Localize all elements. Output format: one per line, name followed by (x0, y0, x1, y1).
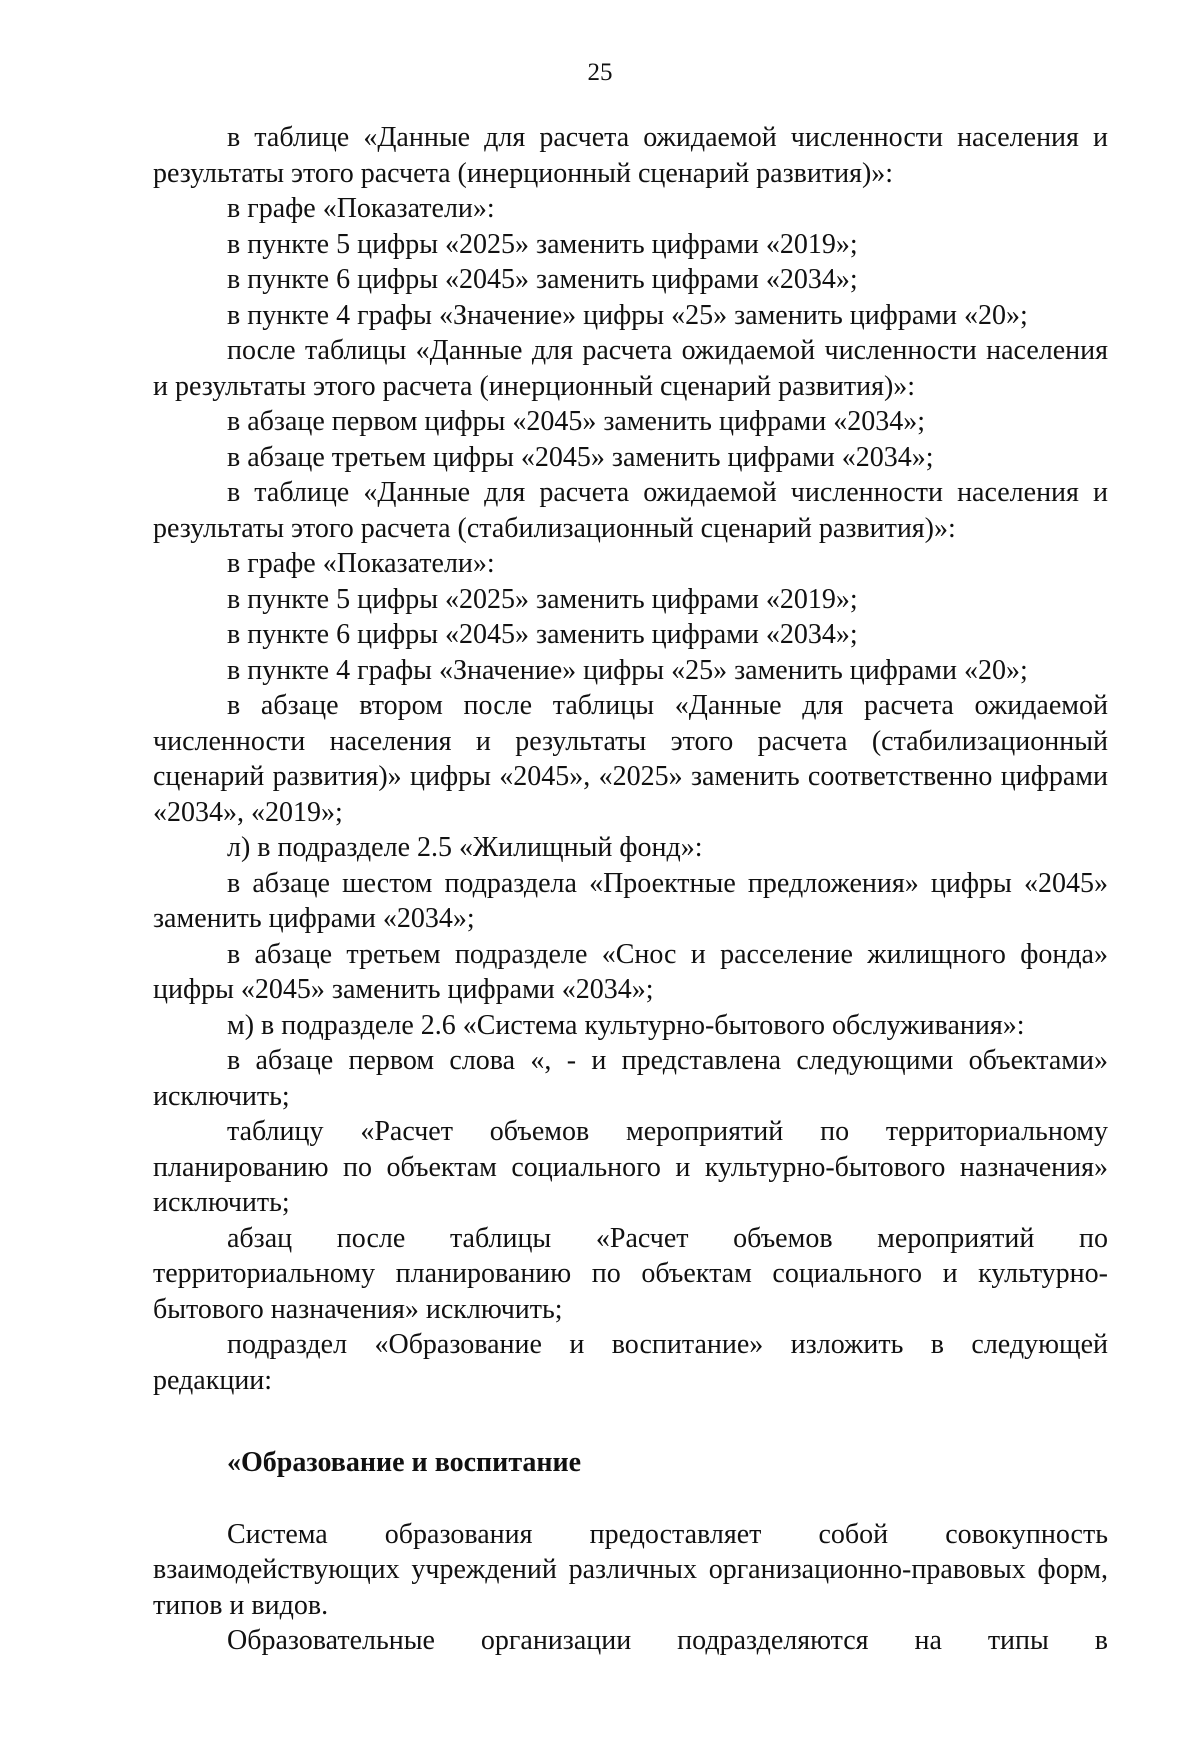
section-heading: «Образование и воспитание (227, 1447, 582, 1478)
paragraph: в пункте 4 графы «Значение» цифры «25» заменить цифрами «20»; (227, 299, 1028, 331)
paragraph: в абзаце первом цифры «2045» заменить цифрами «2034»; (227, 406, 925, 437)
paragraph: в таблице «Данные для расчета ожидаемой численности населения и результаты этого расчета (стабилизационный сценарий развития)»: (153, 477, 1108, 544)
paragraph: в пункте 5 цифры «2025» заменить цифрами «2019»; (227, 583, 858, 615)
paragraph: в графе «Показатели»: (227, 193, 495, 224)
document-body (153, 120, 1108, 1659)
paragraph: Образовательные организации подразделяются на типы в (227, 1625, 1108, 1656)
paragraph: абзац после таблицы «Расчет объемов мероприятий по территориальному планированию по объектам социального и культурно-бытового назначения» исключить; (153, 1222, 1108, 1325)
paragraph: л) в подразделе 2.5 «Жилищный фонд»: (227, 832, 703, 863)
paragraph: в пункте 5 цифры «2025» заменить цифрами «2019»; (227, 228, 858, 260)
paragraph: таблицу «Расчет объемов мероприятий по территориальному планированию по объектам социального и культурно-бытового назначения» исключить; (153, 1116, 1108, 1218)
spacer (153, 1398, 1108, 1445)
paragraph: в графе «Показатели»: (227, 548, 495, 579)
paragraph: м) в подразделе 2.6 «Система культурно-бытового обслуживания»: (227, 1009, 1025, 1041)
paragraph: Система образования предоставляет собой совокупность взаимодействующих учреждений различных организационно-правовых форм, типов и видов. (153, 1518, 1108, 1621)
paragraph: в абзаце шестом подраздела «Проектные предложения» цифры «2045» заменить цифрами «2034»; (153, 867, 1108, 934)
paragraph: в абзаце втором после таблицы «Данные для расчета ожидаемой численности населения и результаты этого расчета (стабилизационный сценарий развития)» цифры «2045», «2025» заменить соответственно цифрами «2034», «2019»; (153, 690, 1108, 828)
paragraph: после таблицы «Данные для расчета ожидаемой численности населения и результаты этого расчета (инерционный сценарий развития)»: (153, 335, 1108, 402)
paragraph: в пункте 6 цифры «2045» заменить цифрами «2034»; (227, 264, 858, 295)
paragraph: в абзаце первом слова «, - и представлена следующими объектами» исключить; (153, 1045, 1108, 1112)
paragraph: в таблице «Данные для расчета ожидаемой численности населения и результаты этого расчета (инерционный сценарий развития)»: (153, 122, 1108, 189)
page-number: 25 (587, 59, 613, 86)
paragraph: в абзаце третьем цифры «2045» заменить цифрами «2034»; (227, 441, 934, 473)
paragraph: в абзаце третьем подразделе «Снос и расселение жилищного фонда» цифры «2045» заменить цифрами «2034»; (153, 938, 1108, 1005)
spacer (153, 1481, 1108, 1517)
paragraph: в пункте 6 цифры «2045» заменить цифрами «2034»; (227, 619, 858, 650)
paragraph: в пункте 4 графы «Значение» цифры «25» заменить цифрами «20»; (227, 654, 1028, 686)
paragraph: подраздел «Образование и воспитание» изложить в следующей редакции: (153, 1329, 1108, 1396)
